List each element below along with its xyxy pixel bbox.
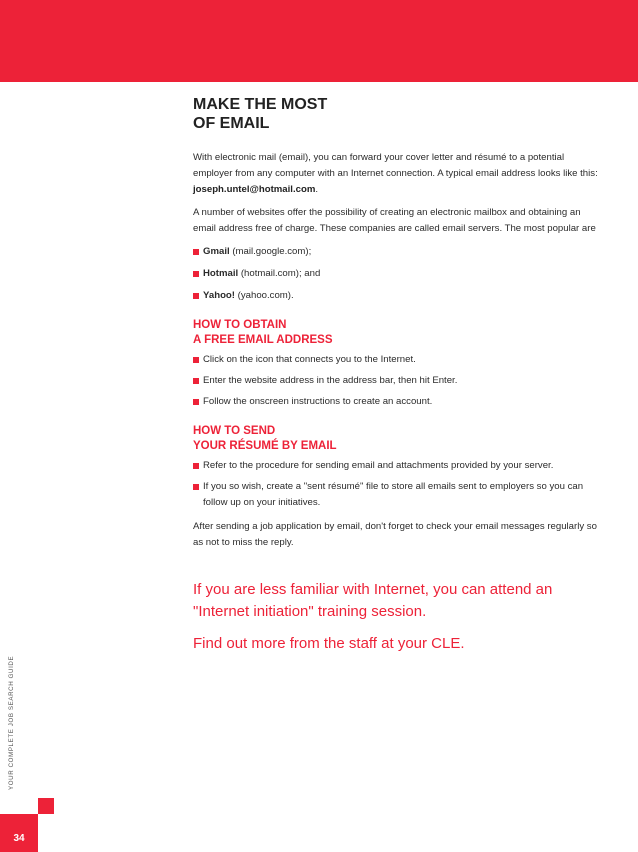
page-title-line2: OF EMAIL	[193, 115, 270, 132]
step-text: Follow the onscreen instructions to create an account.	[203, 396, 433, 407]
page-title-line1: MAKE THE MOST	[193, 96, 328, 113]
server-name: Gmail	[203, 246, 230, 257]
list-item	[193, 266, 603, 282]
send-steps-list	[193, 458, 603, 511]
page-number-box	[0, 814, 38, 852]
list-item	[193, 479, 603, 511]
list-item	[193, 288, 603, 304]
intro-text-end: .	[315, 184, 319, 195]
server-detail: (yahoo.com).	[234, 290, 294, 301]
bullet-square-icon	[193, 378, 199, 384]
obtain-steps-list	[193, 352, 603, 410]
server-detail: (hotmail.com); and	[238, 268, 321, 279]
list-item	[193, 458, 603, 474]
bullet-square-icon	[193, 357, 199, 363]
send-heading-line1: HOW TO SEND	[193, 425, 276, 437]
send-heading-line2: YOUR RÉSUMÉ BY EMAIL	[193, 440, 337, 452]
list-item	[193, 352, 603, 368]
bullet-square-icon	[193, 293, 199, 299]
obtain-heading-line1: HOW TO OBTAIN	[193, 319, 287, 331]
bullet-square-icon	[193, 399, 199, 405]
callout	[193, 579, 603, 655]
decorative-square	[38, 798, 54, 814]
page-content	[193, 95, 603, 665]
bullet-square-icon	[193, 463, 199, 469]
obtain-heading	[193, 318, 603, 348]
page-title	[193, 95, 603, 133]
callout-line2: Find out more from the staff at your CLE.	[193, 635, 465, 652]
list-item	[193, 394, 603, 410]
servers-paragraph: A number of websites offer the possibility of creating an electronic mailbox and obtaining an email address free of charge. These companies are called email servers. The most popular are	[193, 207, 596, 234]
step-text: If you so wish, create a "sent résumé" file to store all emails sent to employers so you can follow up on your initiatives.	[203, 481, 584, 508]
server-detail: (mail.google.com);	[229, 246, 312, 257]
intro-text: With electronic mail (email), you can forward your cover letter and résumé to a potential employer from any computer with an Internet connection. A typical email address looks like this:	[193, 152, 598, 179]
send-heading	[193, 424, 603, 454]
callout-line1: If you are less familiar with Internet, you can attend an "Internet initiation" training session.	[193, 581, 553, 620]
step-text: Click on the icon that connects you to the Internet.	[203, 354, 416, 365]
page-number: 34	[13, 833, 25, 844]
server-name: Hotmail	[203, 268, 239, 279]
intro-paragraph	[193, 150, 603, 198]
side-guide-label: YOUR COMPLETE JOB SEARCH GUIDE	[8, 655, 15, 790]
bullet-square-icon	[193, 484, 199, 490]
bullet-square-icon	[193, 249, 199, 255]
email-server-list	[193, 244, 603, 304]
list-item	[193, 373, 603, 389]
obtain-heading-line2: A FREE EMAIL ADDRESS	[193, 334, 333, 346]
header-band	[0, 0, 638, 82]
list-item	[193, 244, 603, 260]
example-email-address: joseph.untel@hotmail.com	[193, 184, 316, 195]
server-name: Yahoo!	[203, 290, 235, 301]
step-text: Refer to the procedure for sending email and attachments provided by your server.	[203, 460, 554, 471]
bullet-square-icon	[193, 271, 199, 277]
step-text: Enter the website address in the address bar, then hit Enter.	[203, 375, 458, 386]
after-sending-paragraph: After sending a job application by email, don't forget to check your email messages regularly so as not to miss the reply.	[193, 521, 597, 548]
